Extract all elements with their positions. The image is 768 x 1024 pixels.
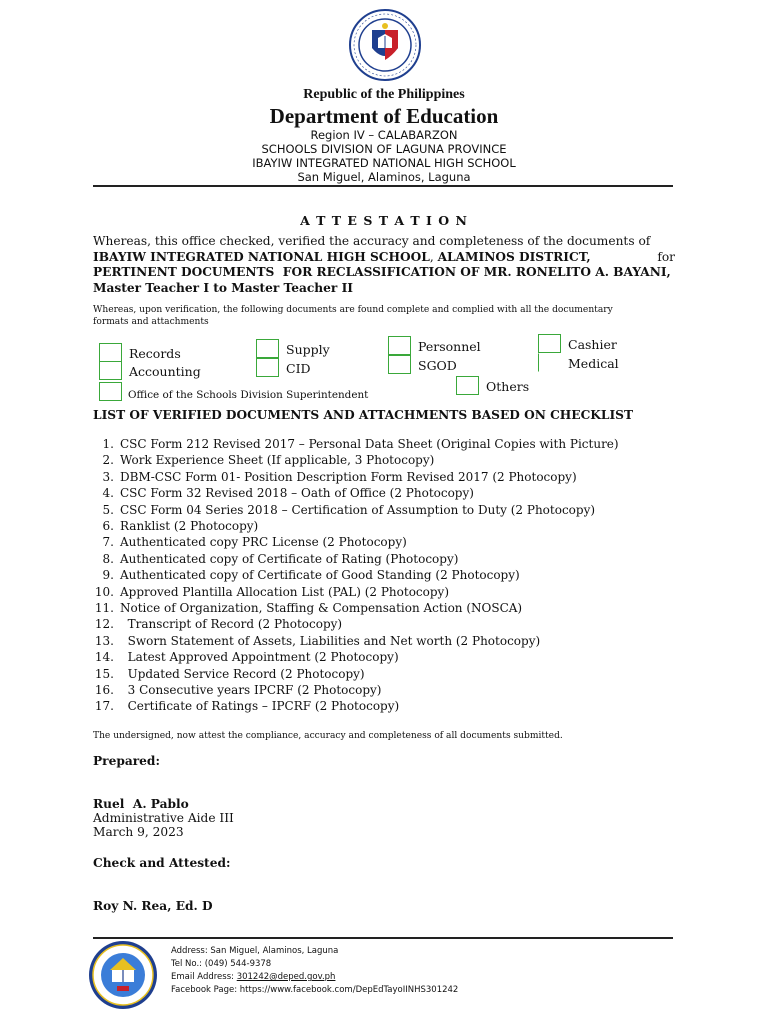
document-item <box>82 568 520 582</box>
republic-heading: Republic of the Philippines <box>303 87 465 102</box>
sgod-label: SGOD <box>418 358 457 373</box>
document-text: CSC Form 212 Revised 2017 – Personal Data Sheet (Original Copies with Picture) <box>120 437 619 451</box>
division-heading: SCHOOLS DIVISION OF LAGUNA PROVINCE <box>261 142 507 156</box>
intro-for: for <box>657 250 675 264</box>
cashier-checkbox[interactable] <box>538 334 561 353</box>
document-text: Ranklist (2 Photocopy) <box>120 519 259 533</box>
document-item <box>82 617 342 631</box>
document-text: Updated Service Record (2 Photocopy) <box>120 666 365 681</box>
intro-separator: , <box>429 250 438 264</box>
list-heading: LIST OF VERIFIED DOCUMENTS AND ATTACHMENTS BASED ON CHECKLIST <box>93 408 634 422</box>
cid-label: CID <box>286 361 311 376</box>
document-number: 14. <box>94 650 114 665</box>
document-item <box>82 650 399 664</box>
document-number: 11. <box>94 601 114 615</box>
verification-line-2: formats and attachments <box>93 317 209 327</box>
personnel-checkbox[interactable] <box>388 336 411 355</box>
document-number: 2. <box>102 453 114 468</box>
attestation-title: A T T E S T A T I O N <box>300 213 468 228</box>
footer-email-label: Email Address: <box>171 972 237 982</box>
document-item <box>82 470 577 484</box>
document-number: 10. <box>94 584 114 599</box>
others-checkbox[interactable] <box>456 376 479 395</box>
document-number: 1. <box>102 437 114 451</box>
department-heading: Department of Education <box>269 104 499 128</box>
document-number: 17. <box>94 699 114 714</box>
osds-label: Office of the Schools Division Superintendent <box>128 389 369 401</box>
intro-school: IBAYIW INTEGRATED NATIONAL HIGH SCHOOL <box>93 250 430 264</box>
document-item <box>82 667 365 681</box>
supply-checkbox[interactable] <box>256 339 279 358</box>
header-divider <box>93 185 673 187</box>
footer-tel: Tel No.: (049) 544-9378 <box>171 959 272 969</box>
prepared-label: Prepared: <box>93 754 160 768</box>
document-number: 13. <box>94 633 114 648</box>
document-item <box>82 503 595 517</box>
attest-statement: The undersigned, now attest the compliance, accuracy and completeness of all documents submitted. <box>93 731 563 741</box>
document-item <box>82 453 434 467</box>
intro-line-4: Master Teacher I to Master Teacher II <box>93 281 353 295</box>
records-checkbox[interactable] <box>99 343 122 362</box>
footer-email-row <box>171 972 335 982</box>
medical-checkbox[interactable] <box>538 353 561 372</box>
prepared-position: Administrative Aide III <box>93 811 234 825</box>
region-heading: Region IV – CALABARZON <box>310 128 458 142</box>
cid-checkbox[interactable] <box>256 358 279 377</box>
address-heading: San Miguel, Alaminos, Laguna <box>297 170 471 184</box>
document-item <box>82 699 399 713</box>
document-text: CSC Form 04 Series 2018 – Certification of Assumption to Duty (2 Photocopy) <box>120 502 596 517</box>
prepared-date: March 9, 2023 <box>93 825 184 839</box>
document-number: 15. <box>94 666 114 681</box>
checked-name: Roy N. Rea, Ed. D <box>93 899 213 913</box>
intro-district: ALAMINOS DISTRICT, <box>437 250 591 264</box>
document-number: 7. <box>102 535 114 550</box>
prepared-name: Ruel A. Pablo <box>93 797 189 811</box>
intro-line-3: PERTINENT DOCUMENTS FOR RECLASSIFICATION OF MR. RONELITO A. BAYANI, <box>93 265 671 279</box>
school-heading: IBAYIW INTEGRATED NATIONAL HIGH SCHOOL <box>252 156 516 170</box>
document-text: Notice of Organization, Staffing & Compensation Action (NOSCA) <box>120 601 523 615</box>
document-number: 12. <box>94 617 114 632</box>
document-text: Certificate of Ratings – IPCRF (2 Photocopy) <box>120 699 400 714</box>
document-item <box>82 535 407 549</box>
intro-line-1: Whereas, this office checked, verified the accuracy and completeness of the documents of <box>93 234 651 248</box>
document-text: CSC Form 32 Revised 2018 – Oath of Office (2 Photocopy) <box>120 486 474 501</box>
document-item <box>82 486 474 500</box>
verification-line-1: Whereas, upon verification, the following documents are found complete and complied with all the documentary <box>93 305 613 315</box>
document-item <box>82 585 449 599</box>
document-text: Sworn Statement of Assets, Liabilities and Net worth (2 Photocopy) <box>120 633 541 648</box>
school-seal <box>88 940 158 1010</box>
others-label: Others <box>486 379 530 394</box>
accounting-label: Accounting <box>129 364 201 379</box>
document-item <box>82 437 619 451</box>
cashier-label: Cashier <box>568 337 617 352</box>
footer-address: Address: San Miguel, Alaminos, Laguna <box>171 946 339 956</box>
intro-line-2 <box>93 250 675 264</box>
supply-label: Supply <box>286 342 330 357</box>
document-number: 16. <box>94 683 114 697</box>
sgod-checkbox[interactable] <box>388 355 411 374</box>
records-label: Records <box>129 346 181 361</box>
document-text: Work Experience Sheet (If applicable, 3 Photocopy) <box>120 453 435 468</box>
deped-seal <box>348 8 422 82</box>
footer-facebook[interactable]: Facebook Page: https://www.facebook.com/DepEdTayoIINHS301242 <box>171 985 459 995</box>
document-item <box>82 519 258 533</box>
checked-label: Check and Attested: <box>93 856 231 870</box>
document-item <box>82 683 382 697</box>
footer-divider <box>93 937 673 939</box>
document-text: 3 Consecutive years IPCRF (2 Photocopy) <box>120 683 382 697</box>
document-number: 4. <box>102 486 114 501</box>
accounting-checkbox[interactable] <box>99 361 122 380</box>
osds-checkbox[interactable] <box>99 382 122 401</box>
document-number: 6. <box>102 519 114 533</box>
document-item <box>82 552 458 566</box>
personnel-label: Personnel <box>418 339 481 354</box>
document-text: Latest Approved Appointment (2 Photocopy) <box>120 650 399 665</box>
document-item <box>82 601 522 615</box>
document-text: DBM-CSC Form 01- Position Description Form Revised 2017 (2 Photocopy) <box>120 469 577 484</box>
document-number: 9. <box>102 568 114 583</box>
medical-label: Medical <box>568 356 619 371</box>
footer-email-link[interactable]: 301242@deped.gov.ph <box>236 972 336 982</box>
document-number: 5. <box>102 502 114 517</box>
document-text: Transcript of Record (2 Photocopy) <box>120 617 343 632</box>
document-text: Authenticated copy of Certificate of Rating (Photocopy) <box>120 551 459 566</box>
document-text: Approved Plantilla Allocation List (PAL) (2 Photocopy) <box>120 584 450 599</box>
document-number: 8. <box>102 551 114 566</box>
document-text: Authenticated copy of Certificate of Good Standing (2 Photocopy) <box>120 568 520 583</box>
document-number: 3. <box>102 469 114 484</box>
document-text: Authenticated copy PRC License (2 Photocopy) <box>120 535 407 550</box>
document-item <box>82 634 540 648</box>
